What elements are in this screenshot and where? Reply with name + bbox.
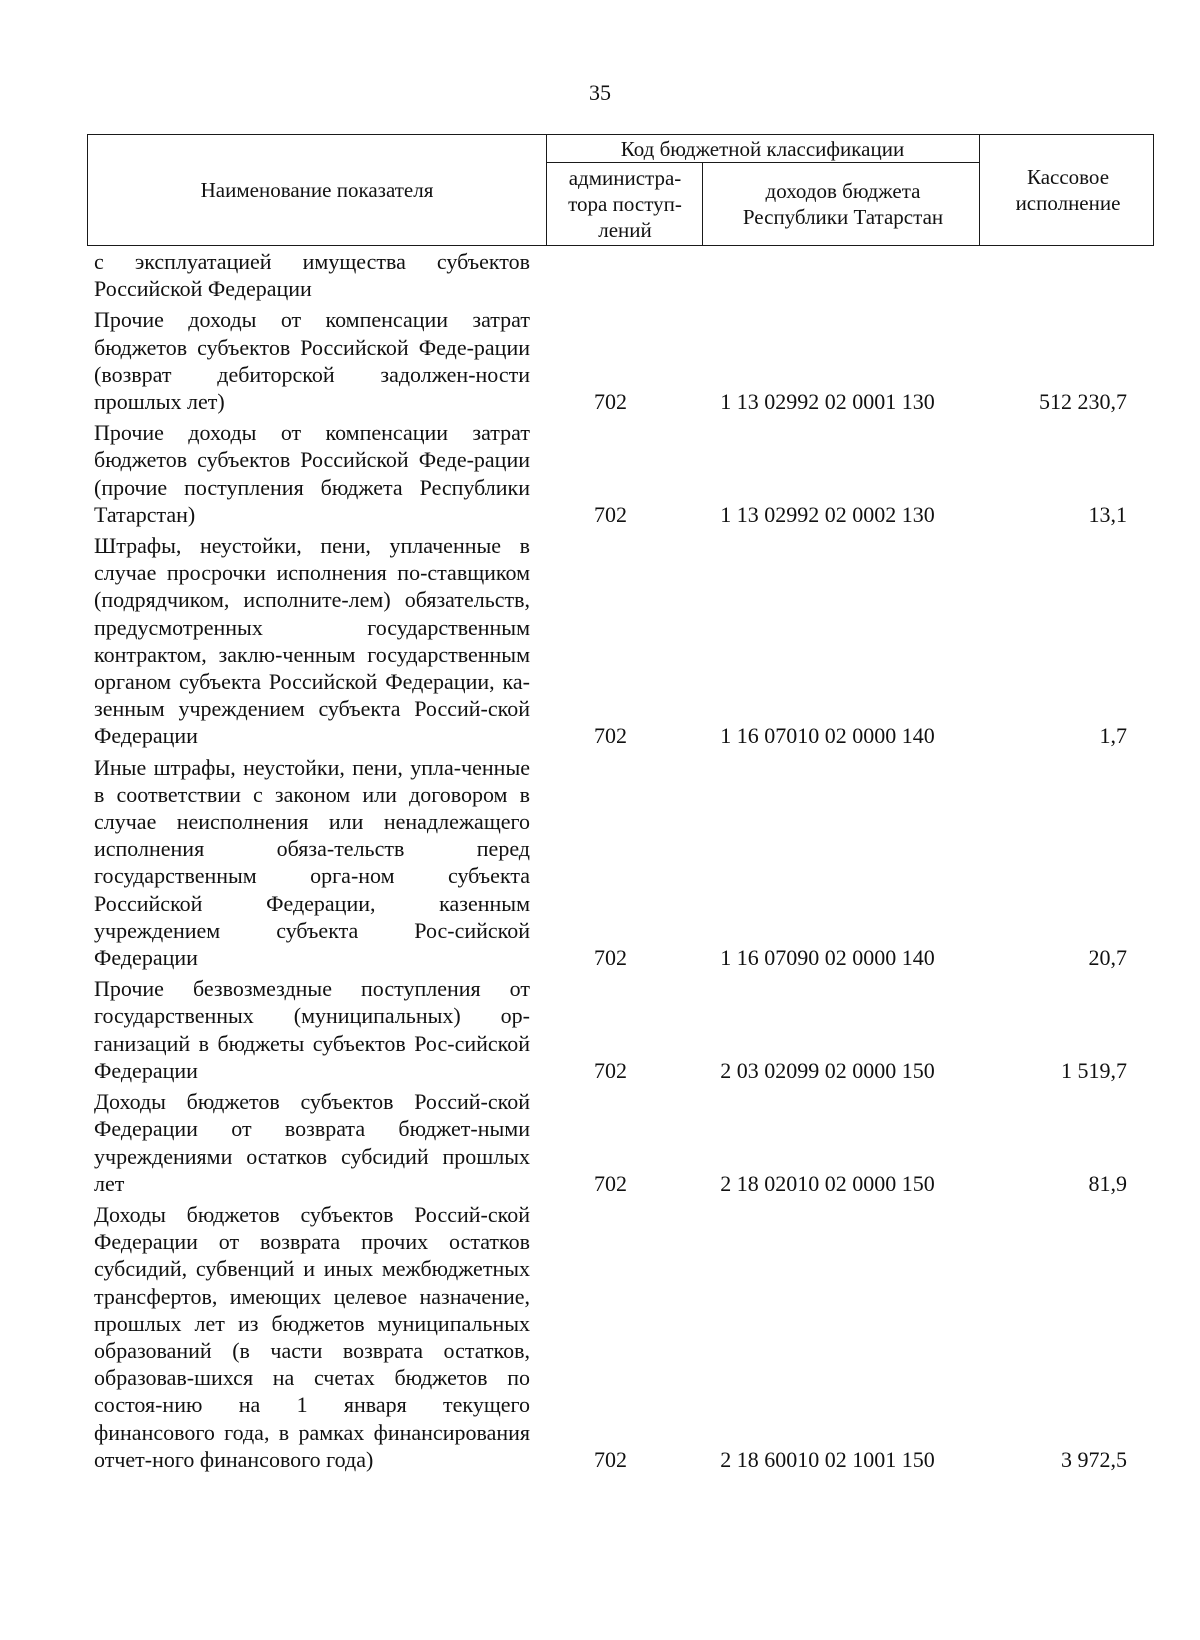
header-divider-code — [979, 135, 980, 245]
row-income-code: 1 13 02992 02 0001 130 — [720, 389, 935, 415]
header-income — [718, 163, 968, 245]
row-name: с эксплуатацией имущества субъектов Российской Федерации — [94, 249, 530, 302]
table-header — [87, 134, 1154, 246]
row-amount: 20,7 — [1088, 945, 1127, 971]
row-amount: 3 972,5 — [1061, 1446, 1127, 1472]
row-admin-code: 702 — [594, 501, 627, 527]
row-admin-code: 702 — [594, 945, 627, 971]
row-income-code: 2 03 02099 02 0000 150 — [720, 1057, 935, 1083]
row-name: Доходы бюджетов субъектов Россий-ской Федерации от возврата бюджет-ными учреждениями остатков субсидий прошлых лет — [94, 1089, 530, 1196]
row-name: Прочие доходы от компенсации затрат бюджетов субъектов Российской Феде-рации (возврат дебиторской задолжен-ности прошлых лет) — [94, 307, 530, 415]
row-amount: 13,1 — [1088, 501, 1127, 527]
table-row — [94, 248, 1144, 302]
row-amount: 512 230,7 — [1039, 389, 1127, 415]
row-name: Штрафы, неустойки, пени, уплаченные в случае просрочки исполнения по-ставщиком (подрядчиком, исполните-лем) обязательств, предусмотренных государственным контрактом, заклю-ченным государственным органом субъекта Российской Федерации, ка-зенным учреждением субъекта Россий-ской Федерации — [94, 533, 530, 749]
table-row — [94, 306, 1144, 415]
table-row — [94, 1088, 1144, 1197]
row-amount: 1,7 — [1099, 723, 1127, 749]
row-admin-code: 702 — [594, 1057, 627, 1083]
header-admin-label: администра-тора поступ-лений — [568, 166, 682, 242]
table-row — [94, 419, 1144, 528]
row-admin-code: 702 — [594, 389, 627, 415]
row-income-code: 1 13 02992 02 0002 130 — [720, 501, 935, 527]
header-divider-admin — [702, 162, 703, 245]
row-name: Прочие безвозмездные поступления от государственных (муниципальных) ор-ганизаций в бюджеты субъектов Рос-сийской Федерации — [94, 976, 530, 1083]
table-row — [94, 975, 1144, 1084]
page-number: 35 — [589, 80, 611, 105]
row-income-code: 1 16 07010 02 0000 140 — [720, 723, 935, 749]
row-admin-code: 702 — [594, 723, 627, 749]
row-income-code: 2 18 02010 02 0000 150 — [720, 1170, 935, 1196]
row-amount: 1 519,7 — [1061, 1057, 1127, 1083]
header-amount-label: Кассовое исполнение — [1015, 165, 1121, 215]
row-amount: 81,9 — [1088, 1170, 1127, 1196]
header-code-group-label: Код бюджетной классификации — [620, 136, 905, 161]
header-name-label: Наименование показателя — [200, 178, 434, 202]
header-income-label: доходов бюджета Республики Татарстан — [742, 179, 944, 229]
table-body — [94, 248, 1144, 1477]
table-row — [94, 532, 1144, 750]
header-code-group — [546, 135, 979, 162]
row-name: Иные штрафы, неустойки, пени, упла-ченные в соответствии с законом или договором в случае неисполнения или ненадлежащего исполнения обяза-тельств перед государственным орга-ном субъекта Российской Федерации, казенным учреждением субъекта Рос-сийской Федерации — [94, 754, 530, 971]
table-row — [94, 754, 1144, 972]
row-name: Доходы бюджетов субъектов Россий-ской Федерации от возврата прочих остатков субсидий, субвенций и иных межбюджетных трансфертов, имеющих целевое назначение, прошлых лет из бюджетов муниципальных образований (в части возврата остатков, образовав-шихся на счетах бюджетов по состоя-нию на 1 января текущего финансового года, в рамках финансирования отчет-ного финансового года) — [94, 1201, 530, 1472]
header-amount — [993, 135, 1143, 245]
row-name: Прочие доходы от компенсации затрат бюджетов субъектов Российской Феде-рации (прочие поступления бюджета Республики Татарстан) — [94, 420, 530, 527]
table-row — [94, 1201, 1144, 1473]
row-income-code: 1 16 07090 02 0000 140 — [720, 945, 935, 971]
header-name — [88, 135, 546, 245]
header-admin — [550, 163, 700, 245]
row-admin-code: 702 — [594, 1170, 627, 1196]
row-income-code: 2 18 60010 02 1001 150 — [720, 1446, 935, 1472]
row-admin-code: 702 — [594, 1446, 627, 1472]
